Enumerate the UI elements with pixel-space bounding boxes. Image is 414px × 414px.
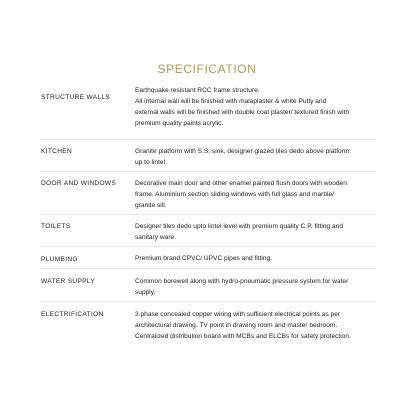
spec-description [135,253,378,264]
spec-label: ELECTRIFICATION [41,311,104,318]
row-divider [40,246,376,247]
row-divider [40,301,376,302]
page-title: SPECIFICATION [157,62,257,76]
spec-description-line: frame. Aluminium section sliding windows with full glass and marble/ [135,191,334,198]
spec-description-line: Decorative main door and other enamel painted flush doors with wooden [135,180,347,187]
row-divider [40,268,376,269]
spec-description [135,85,378,129]
spec-label: WATER SUPPLY [41,278,96,285]
spec-description-line: Premium brand CPVC/ UPVC pipes and fitting. [135,255,273,262]
spec-label: PLUMBING [41,256,78,263]
row-divider [40,214,376,215]
spec-description-line: supply. [135,289,156,296]
spec-description-line: sanitary ware. [135,234,177,241]
spec-label: STRUCTURE WALLS [41,94,111,101]
spec-description [135,309,378,342]
spec-description-line: Granite platform with S.S. sink, designer glazed tiles dedo above platform [135,148,350,155]
spec-description [135,276,378,298]
spec-description-line: All internal wall will be finished with malaplaster & white Putty and [135,98,327,105]
spec-description-line: up to lintel. [135,159,167,166]
spec-description-line: granite sill. [135,202,167,209]
spec-description-line: Centralized distribution board with MCBs and ELCBs for safety protection. [135,333,351,340]
spec-label: KITCHEN [41,148,73,155]
row-divider [40,139,376,140]
spec-description-line: architectural drawing. TV point in drawing room and master bedroom. [135,322,338,329]
spec-description [135,178,378,211]
spec-description-line: external walls will be finished with double coat plaster/ textured finish with [135,109,350,116]
spec-description-line: Common borewell along with hydro-pneumatic pressure system for water [135,278,349,285]
spec-label: TOILETS [41,223,71,230]
spec-label: DOOR AND WINDOWS [41,180,117,187]
spec-description-line: Designer tiles dedo upto lintel level with premium quality C.P. fitting and [135,223,344,230]
row-divider [40,171,376,172]
spec-description-line: 3 phase concealed copper wiring with sufficient electrical points as per [135,311,341,318]
spec-description [135,221,378,243]
spec-description [135,146,378,168]
spec-description-line: Earthquake resistant RCC frame structure. [135,87,260,94]
spec-description-line: premium quality paints acrylic. [135,120,224,127]
